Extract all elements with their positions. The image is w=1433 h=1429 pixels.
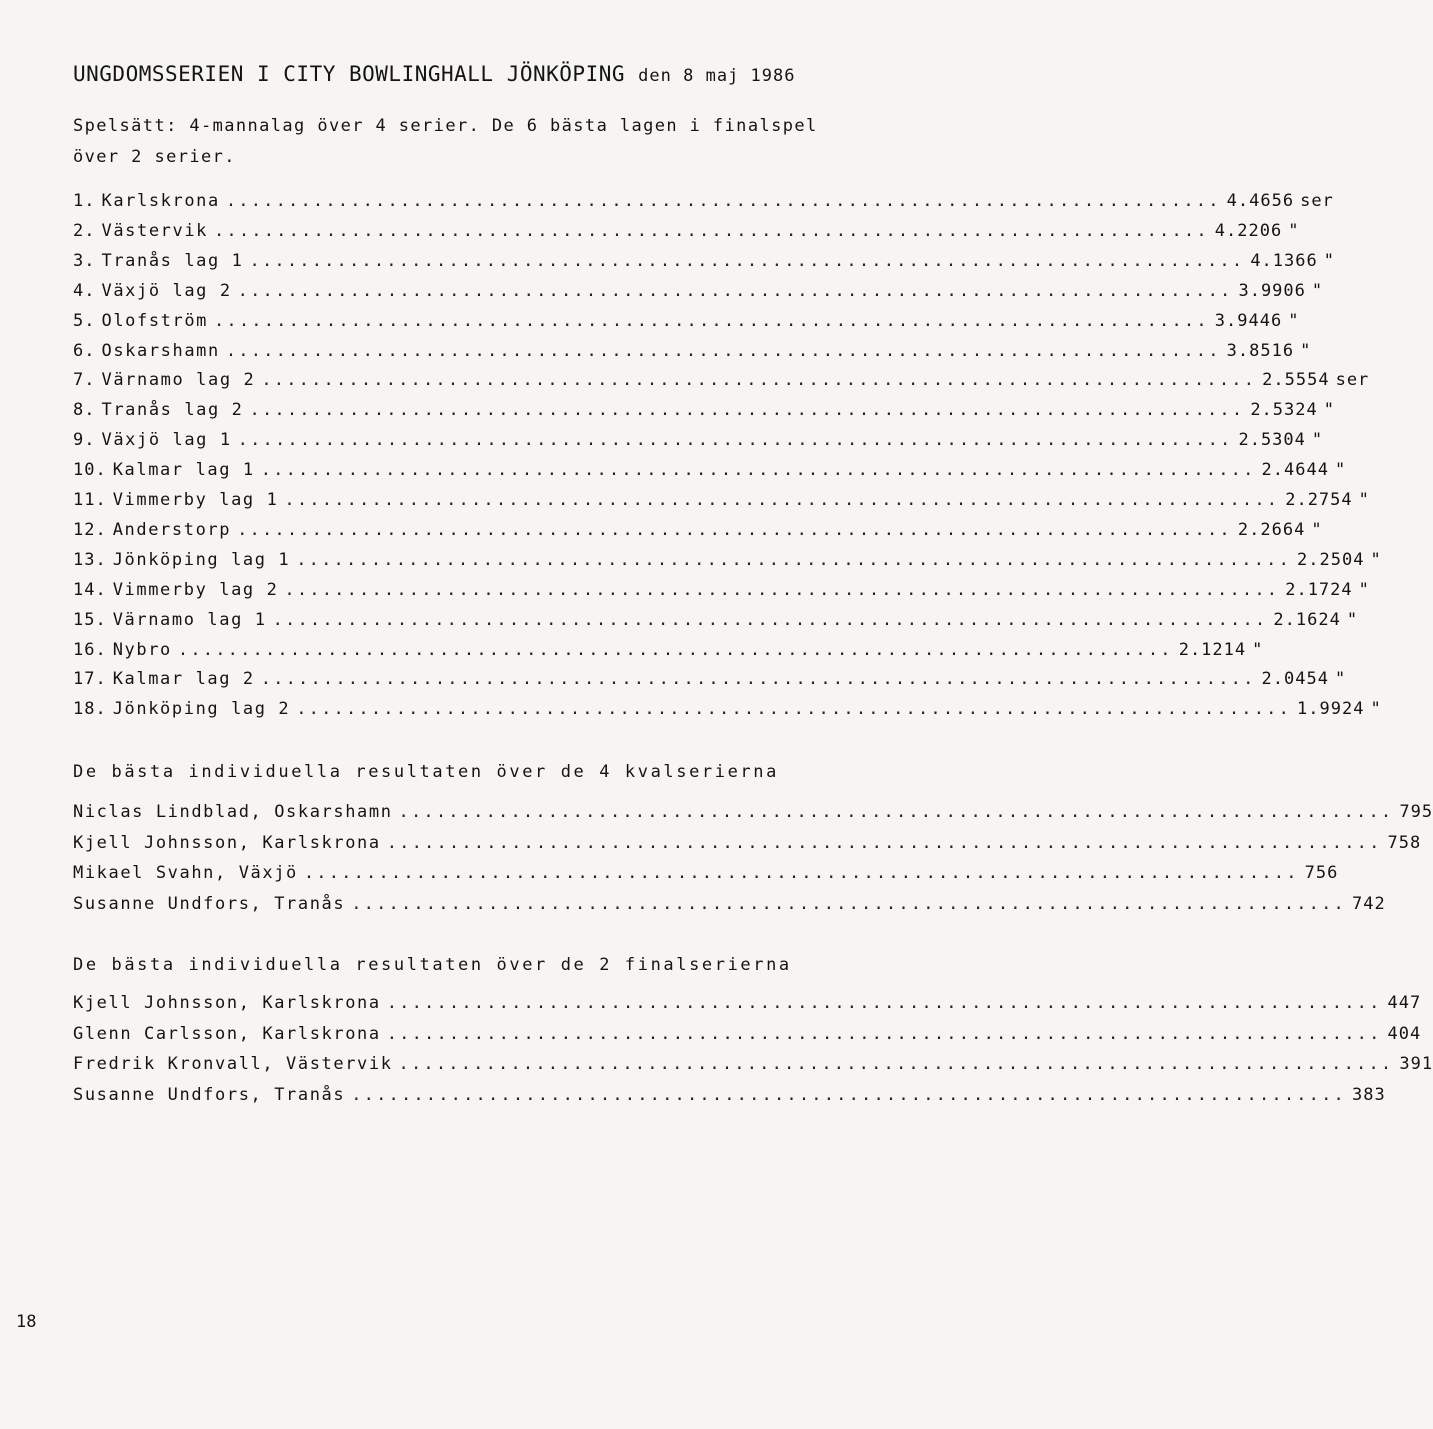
team-score: 2.250 — [1297, 549, 1354, 570]
team-score: 2.266 — [1237, 519, 1295, 540]
table-row — [73, 310, 1300, 341]
team-name: Oskarshamn — [101, 340, 220, 361]
team-score: 3.851 — [1226, 340, 1283, 361]
leader-dots: ................................................................................ — [284, 490, 1280, 510]
player-score: 795 — [1399, 802, 1433, 822]
leader-dots: ................................................................................ — [225, 340, 1221, 361]
team-series-unit: " — [1370, 699, 1382, 720]
team-name: Olofström — [101, 310, 208, 331]
team-series-count: 6 — [1270, 310, 1283, 331]
team-score: 3.990 — [1238, 280, 1295, 301]
team-rank: 9. — [73, 430, 96, 451]
team-rank: 7. — [73, 370, 96, 391]
table-row — [73, 340, 1312, 371]
player-name: Kjell Johnsson, Karlskrona — [73, 993, 381, 1013]
leader-dots: ................................................................................ — [260, 669, 1256, 690]
intro-line-2: över 2 serier. — [73, 147, 236, 167]
team-series-unit: ser — [1300, 191, 1334, 211]
team-series-unit: " — [1311, 430, 1324, 451]
team-name: Jönköping lag 1 — [112, 549, 291, 570]
list-item — [73, 993, 1422, 1023]
table-row — [73, 490, 1370, 520]
team-rank: 14. — [73, 579, 107, 600]
team-score: 2.121 — [1178, 639, 1235, 660]
team-score: 2.555 — [1262, 370, 1319, 391]
player-name: Fredrik Kronvall, Västervik — [73, 1054, 393, 1074]
team-rank: 1. — [73, 191, 96, 211]
team-score: 1.992 — [1297, 699, 1354, 720]
team-series-count: 6 — [1294, 280, 1306, 301]
team-score: 4.220 — [1214, 220, 1271, 241]
team-score: 3.944 — [1214, 310, 1271, 331]
team-name: Anderstorp — [112, 519, 232, 540]
team-name: Vimmerby lag 1 — [112, 490, 279, 510]
team-score: 4.465 — [1226, 191, 1283, 211]
leader-dots: ................................................................................ — [261, 370, 1257, 391]
team-name: Värnamo lag 1 — [112, 609, 267, 630]
team-rank: 12. — [73, 519, 107, 540]
table-row — [73, 699, 1382, 729]
leader-dots: ................................................................................ — [284, 579, 1280, 600]
team-series-count: 4 — [1317, 460, 1329, 481]
leader-dots: ................................................................................ — [237, 280, 1233, 301]
player-name: Kjell Johnsson, Karlskrona — [73, 832, 381, 853]
leader-dots: ................................................................................ — [177, 639, 1173, 660]
leader-dots: ................................................................................ — [351, 1084, 1346, 1105]
leader-dots: ................................................................................ — [225, 191, 1221, 211]
player-name: Susanne Undfors, Tranås — [73, 1084, 346, 1105]
team-series-unit: " — [1311, 519, 1323, 540]
leader-dots: ................................................................................ — [296, 699, 1292, 720]
team-name: Vimmerby lag 2 — [112, 579, 279, 600]
table-row — [73, 430, 1324, 460]
team-name: Växjö lag 2 — [101, 280, 232, 301]
team-score: 2.162 — [1273, 609, 1330, 630]
table-row — [73, 191, 1334, 221]
team-series-unit: " — [1358, 579, 1370, 600]
team-series-count: 6 — [1270, 220, 1283, 241]
team-series-unit: " — [1323, 400, 1335, 421]
table-row — [73, 370, 1370, 400]
list-item — [73, 1023, 1422, 1054]
player-name: Susanne Undfors, Tranås — [73, 893, 346, 914]
leader-dots: ................................................................................ — [214, 220, 1209, 241]
team-score: 2.045 — [1261, 669, 1318, 690]
team-series-unit: " — [1346, 609, 1359, 630]
team-series-unit: " — [1300, 340, 1312, 361]
team-rank: 2. — [73, 220, 96, 241]
player-score: 404 — [1387, 1023, 1422, 1044]
team-name: Jönköping lag 2 — [112, 699, 291, 720]
player-name: Glenn Carlsson, Karlskrona — [73, 1023, 381, 1044]
team-series-count: 4 — [1294, 519, 1306, 540]
team-rank: 13. — [73, 549, 107, 570]
team-rank: 5. — [73, 310, 96, 331]
team-series-count: 4 — [1306, 400, 1318, 421]
player-score: 391 — [1399, 1054, 1433, 1074]
table-row — [73, 669, 1347, 699]
team-name: Värnamo lag 2 — [101, 370, 256, 391]
team-name: Tranås lag 2 — [101, 400, 244, 421]
leader-dots: ................................................................................ — [237, 519, 1232, 540]
team-name: Tranås lag 1 — [101, 250, 244, 271]
team-name: Västervik — [101, 220, 208, 241]
table-row — [73, 220, 1300, 251]
table-row — [73, 579, 1370, 610]
leader-dots: ................................................................................ — [398, 1054, 1394, 1074]
player-score: 447 — [1387, 993, 1422, 1013]
team-name: Karlskrona — [101, 191, 220, 211]
leader-dots: ................................................................................ — [386, 993, 1382, 1013]
qualifying-heading: De bästa individuella resultaten över de 4 kvalserierna — [73, 762, 779, 782]
team-score: 4.136 — [1250, 250, 1307, 271]
team-score: 2.275 — [1285, 490, 1342, 510]
team-series-count: 4 — [1329, 609, 1341, 630]
team-series-unit: " — [1288, 220, 1300, 241]
team-name: Kalmar lag 2 — [112, 669, 255, 690]
player-name: Mikael Svahn, Växjö — [73, 863, 298, 883]
player-name: Niclas Lindblad, Oskarshamn — [73, 802, 393, 822]
team-rank: 11. — [73, 490, 107, 510]
team-series-unit: " — [1311, 280, 1324, 301]
leader-dots: ................................................................................ — [303, 863, 1299, 883]
list-item — [73, 1084, 1386, 1115]
leader-dots: ................................................................................ — [398, 802, 1394, 822]
list-item — [73, 863, 1339, 893]
page-title — [73, 62, 833, 86]
team-rank: 18. — [73, 699, 107, 720]
leader-dots: ................................................................................ — [260, 460, 1256, 481]
team-series-count: 6 — [1306, 250, 1318, 271]
team-series-count: 6 — [1282, 191, 1295, 211]
team-series-unit: " — [1370, 549, 1382, 570]
team-rank: 15. — [73, 609, 107, 630]
team-series-unit: " — [1358, 490, 1370, 510]
list-item — [73, 832, 1422, 863]
team-score: 2.464 — [1261, 460, 1318, 481]
leader-dots: ................................................................................ — [249, 250, 1245, 271]
team-series-count: 4 — [1318, 370, 1330, 391]
leader-dots: ................................................................................ — [214, 310, 1209, 331]
team-series-count: 6 — [1282, 340, 1295, 361]
table-row — [73, 280, 1324, 311]
team-series-unit: " — [1323, 250, 1335, 271]
team-series-unit: " — [1252, 639, 1264, 660]
team-score: 2.172 — [1285, 579, 1342, 600]
player-score: 756 — [1304, 863, 1339, 883]
intro-text — [73, 111, 873, 173]
table-row — [73, 609, 1359, 640]
team-name: Nybro — [112, 639, 172, 660]
team-rank: 4. — [73, 280, 96, 301]
table-row — [73, 549, 1382, 580]
table-row — [73, 639, 1264, 670]
team-name: Kalmar lag 1 — [112, 460, 255, 481]
team-series-count: 4 — [1294, 430, 1306, 451]
table-row — [73, 460, 1347, 490]
list-item — [73, 802, 1433, 832]
leader-dots: ................................................................................ — [249, 400, 1245, 421]
team-score: 2.530 — [1238, 430, 1295, 451]
leader-dots: ................................................................................ — [386, 1023, 1382, 1044]
title-text: UNGDOMSSERIEN I CITY BOWLINGHALL JÖNKÖPING — [73, 62, 626, 86]
team-name: Växjö lag 1 — [101, 430, 232, 451]
team-rank: 16. — [73, 639, 107, 660]
team-rank: 6. — [73, 340, 96, 361]
leader-dots: ................................................................................ — [351, 893, 1346, 914]
team-series-unit: ser — [1335, 370, 1370, 391]
page-number: 18 — [16, 1312, 37, 1332]
team-rank: 17. — [73, 669, 107, 690]
team-series-unit: " — [1288, 310, 1300, 331]
intro-line-1: Spelsätt: 4-mannalag över 4 serier. De 6 bästa lagen i finalspel — [73, 116, 818, 136]
team-series-count: 4 — [1341, 579, 1353, 600]
list-item — [73, 1054, 1433, 1084]
team-score: 2.532 — [1250, 400, 1307, 421]
leader-dots: ................................................................................ — [272, 609, 1268, 630]
list-item — [73, 893, 1386, 924]
player-score: 383 — [1352, 1084, 1386, 1105]
team-series-count: 4 — [1234, 639, 1247, 660]
team-rank: 8. — [73, 400, 96, 421]
leader-dots: ................................................................................ — [237, 430, 1233, 451]
team-series-count: 4 — [1317, 669, 1329, 690]
team-series-unit: " — [1334, 460, 1347, 481]
team-rank: 10. — [73, 460, 107, 481]
team-rank: 3. — [73, 250, 96, 271]
leader-dots: ................................................................................ — [296, 549, 1292, 570]
leader-dots: ................................................................................ — [386, 832, 1382, 853]
final-heading: De bästa individuella resultaten över de 2 finalserierna — [73, 955, 792, 975]
team-series-count: 4 — [1341, 490, 1353, 510]
title-date: den 8 maj 1986 — [638, 66, 796, 86]
table-row — [73, 519, 1323, 550]
table-row — [73, 250, 1335, 281]
team-series-count: 4 — [1353, 549, 1365, 570]
table-row — [73, 400, 1335, 430]
team-series-count: 4 — [1353, 699, 1365, 720]
player-score: 742 — [1352, 893, 1386, 914]
team-series-unit: " — [1334, 669, 1347, 690]
player-score: 758 — [1387, 832, 1422, 853]
